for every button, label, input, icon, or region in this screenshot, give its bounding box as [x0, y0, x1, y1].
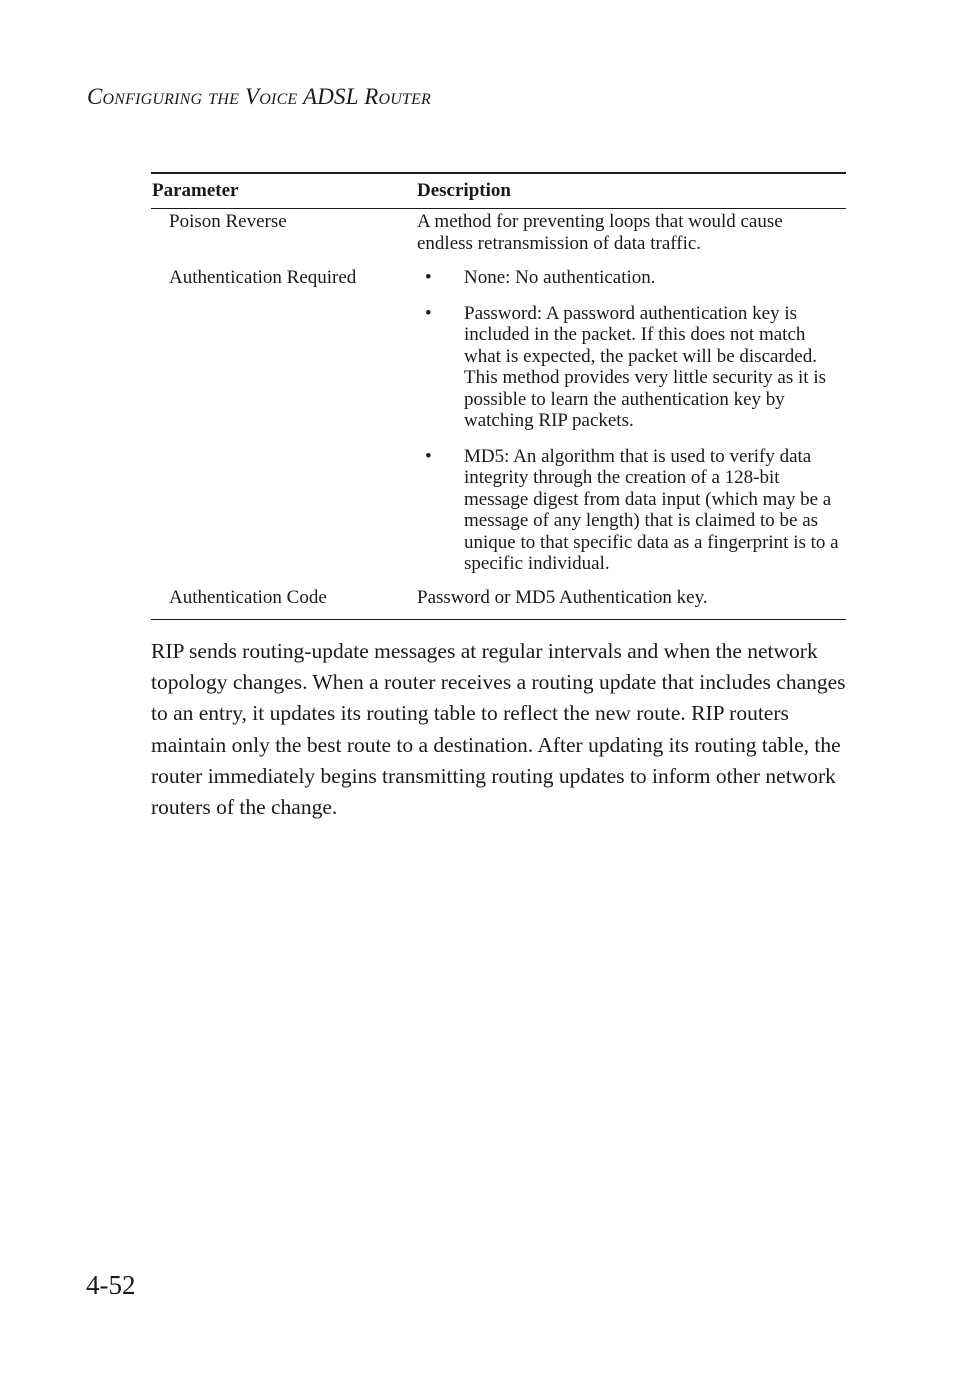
- parameter-table: [151, 172, 846, 620]
- table-row: [151, 265, 846, 585]
- list-item: [417, 267, 840, 289]
- description-cell: [417, 265, 846, 585]
- bullet-list: [417, 267, 840, 575]
- bullet-icon: •: [425, 445, 432, 467]
- body-paragraph: RIP sends routing-update messages at regular intervals and when the network topology changes. When a router receives a routing update that includes changes to an entry, it updates its routing table to reflect the new route. RIP routers maintain only the best route to a destination. After updating its routing table, the router immediately begins transmitting routing updates to inform other network routers of the change.: [151, 639, 846, 820]
- parameter-cell: Authentication Code: [169, 586, 327, 608]
- column-header-description: Description: [417, 180, 511, 201]
- running-header: Configuring the Voice ADSL Router: [87, 84, 432, 109]
- list-item: [417, 446, 840, 575]
- table-row: [151, 585, 846, 620]
- column-header-parameter: Parameter: [152, 180, 239, 201]
- table-header-row: [151, 173, 846, 209]
- table-row: [151, 209, 846, 266]
- description-cell: Password or MD5 Authentication key.: [417, 586, 708, 608]
- list-item-text: MD5: An algorithm that is used to verify data integrity through the creation of a 128-bit message digest from data input (which may be a message of any length) that is claimed to be as unique to that specific data as a fingerprint is to a specific individual.: [464, 445, 839, 574]
- description-cell: A method for preventing loops that would cause endless retransmission of data traffic.: [417, 211, 783, 254]
- bullet-icon: •: [425, 302, 432, 324]
- page-number: 4-52: [86, 1270, 136, 1300]
- list-item-text: Password: A password authentication key is included in the packet. If this does not match what is expected, the packet will be discarded. This method provides very little security as it is possible to learn the authentication key by watching RIP packets.: [464, 302, 826, 431]
- list-item-text: None: No authentication.: [464, 267, 656, 288]
- parameter-cell: Poison Reverse: [169, 211, 287, 232]
- bullet-icon: •: [425, 267, 432, 288]
- list-item: [417, 303, 840, 432]
- parameter-cell: Authentication Required: [169, 267, 357, 288]
